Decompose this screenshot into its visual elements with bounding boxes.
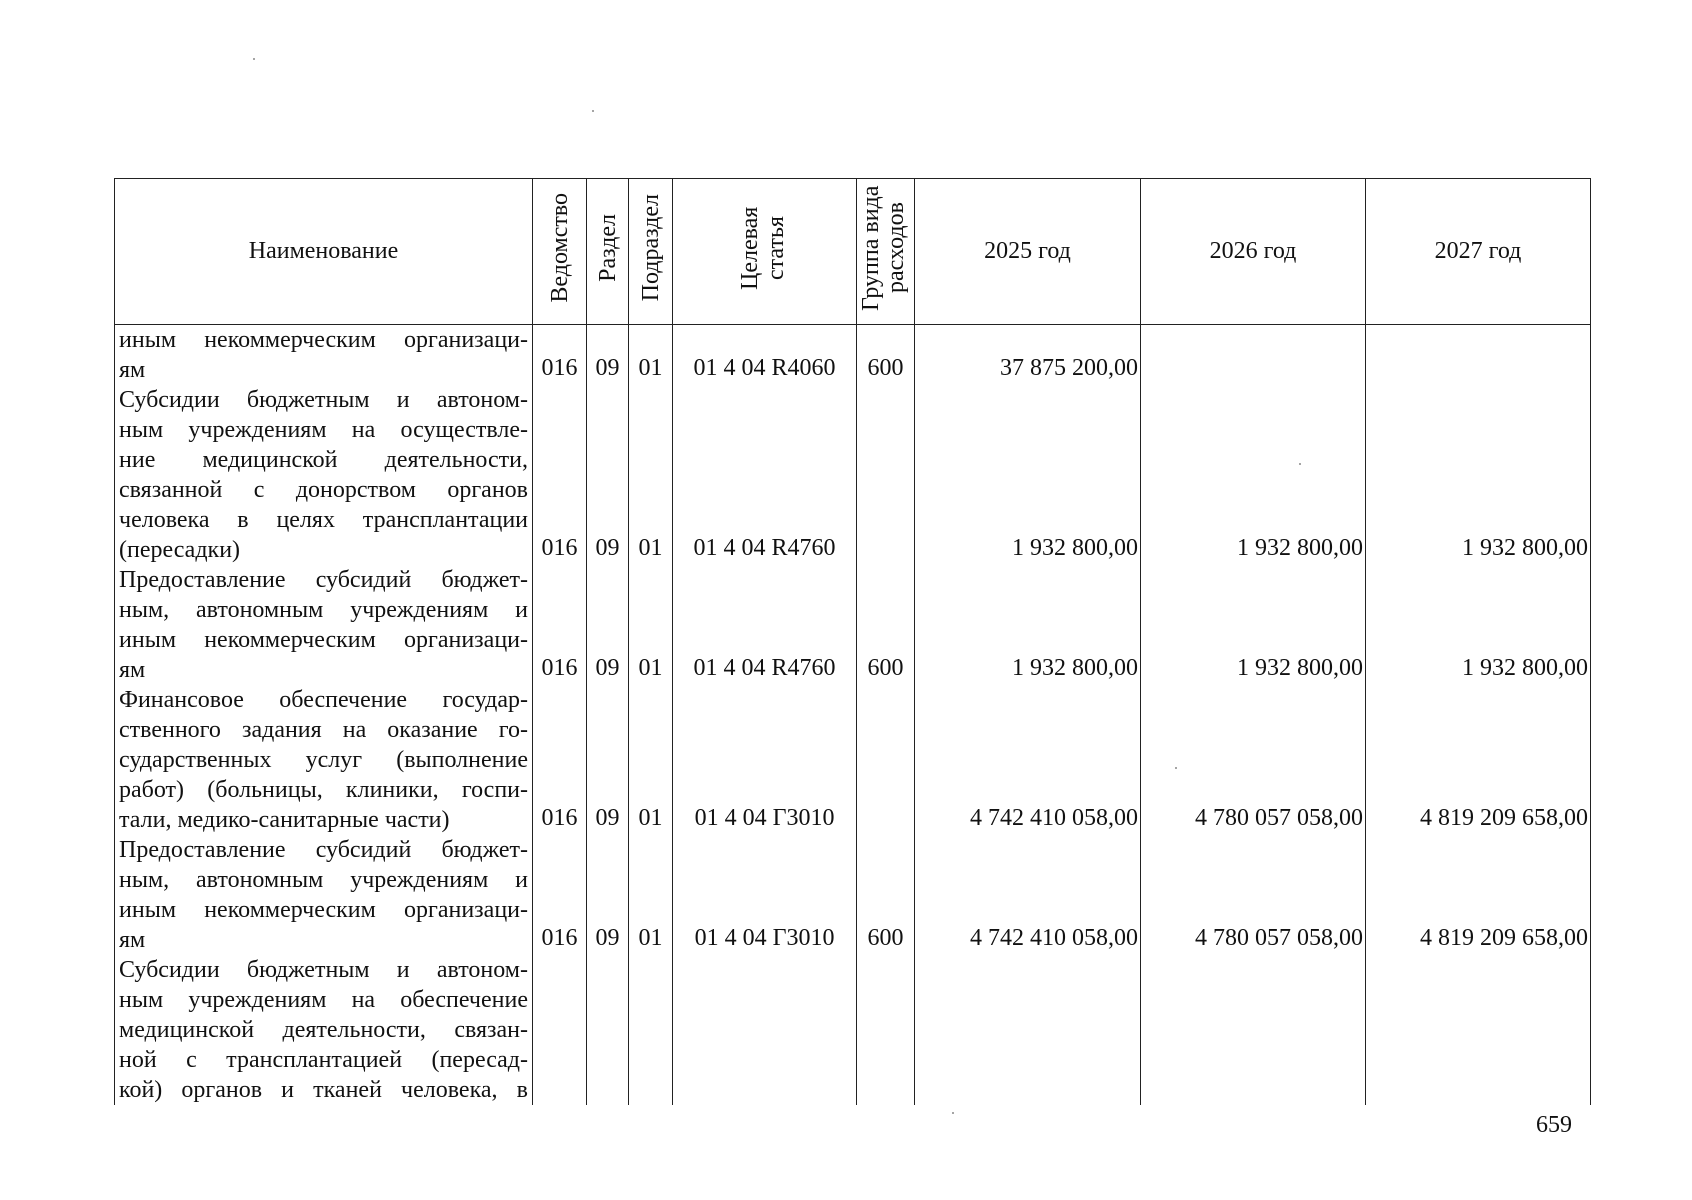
name-line: тали, медико-санитарные части) [119, 807, 450, 833]
name-line: (пересадки) [119, 537, 241, 563]
cell-year-2025: 4 742 410 058,00 [915, 835, 1141, 955]
cell-year-2027: 1 932 800,00 [1366, 565, 1591, 685]
header-row [115, 179, 1591, 325]
name-line: ным, автономным учреждениям и [119, 597, 528, 623]
name-line: ным учреждениям на осуществле- [119, 417, 528, 443]
cell-department: 016 [533, 325, 587, 386]
cell-name [115, 385, 533, 565]
table-body [115, 325, 1591, 1106]
cell-subsection: 01 [629, 685, 673, 835]
cell-subsection [629, 955, 673, 1105]
name-line: Субсидии бюджетным и автоном- [119, 957, 528, 983]
header-year-2025: 2025 год [915, 179, 1141, 325]
name-line: ным учреждениям на обеспечение [119, 987, 528, 1013]
header-department [533, 179, 587, 325]
header-department-label: Ведомство [546, 193, 573, 303]
name-line: иным некоммерческим организаци- [119, 327, 528, 353]
cell-name [115, 685, 533, 835]
name-line: ям [119, 927, 146, 953]
cell-year-2026: 1 932 800,00 [1141, 385, 1366, 565]
cell-year-2027: 4 819 209 658,00 [1366, 685, 1591, 835]
cell-target-article: 01 4 04 R4060 [673, 325, 857, 386]
name-line: Субсидии бюджетным и автоном- [119, 387, 528, 413]
cell-section: 09 [587, 565, 629, 685]
cell-department: 016 [533, 685, 587, 835]
cell-year-2027: 4 819 209 658,00 [1366, 835, 1591, 955]
cell-expense-group [857, 385, 915, 565]
cell-subsection: 01 [629, 835, 673, 955]
name-line: ной с трансплантацией (пересад- [119, 1047, 528, 1073]
table-row [115, 835, 1591, 955]
cell-year-2027: 1 932 800,00 [1366, 385, 1591, 565]
budget-table [114, 178, 1591, 1105]
header-target-article [673, 179, 857, 325]
cell-year-2025: 1 932 800,00 [915, 385, 1141, 565]
cell-section: 09 [587, 685, 629, 835]
table-row [115, 385, 1591, 565]
table-row [115, 955, 1591, 1105]
name-line: Предоставление субсидий бюджет- [119, 837, 528, 863]
cell-target-article [673, 955, 857, 1105]
name-line: человека в целях трансплантации [119, 507, 528, 533]
header-name: Наименование [115, 179, 533, 325]
page-number: 659 [1536, 1112, 1572, 1138]
scan-speck [1299, 463, 1301, 465]
cell-target-article: 01 4 04 R4760 [673, 565, 857, 685]
cell-year-2026 [1141, 325, 1366, 386]
budget-table-container [114, 178, 1590, 1110]
name-line: связанной с донорством органов [119, 477, 528, 503]
header-section [587, 179, 629, 325]
name-line: иным некоммерческим организаци- [119, 627, 528, 653]
cell-year-2025: 37 875 200,00 [915, 325, 1141, 386]
cell-year-2027 [1366, 325, 1591, 386]
header-expense-group [857, 179, 915, 325]
header-section-label: Раздел [594, 214, 621, 282]
cell-name [115, 835, 533, 955]
name-line: ние медицинской деятельности, [119, 447, 528, 473]
scan-speck [952, 1112, 954, 1114]
name-line: ям [119, 357, 146, 383]
table-row [115, 685, 1591, 835]
cell-expense-group: 600 [857, 565, 915, 685]
cell-year-2026 [1141, 955, 1366, 1105]
name-line: кой) органов и тканей человека, в [119, 1077, 528, 1103]
cell-year-2025: 4 742 410 058,00 [915, 685, 1141, 835]
header-subsection [629, 179, 673, 325]
cell-department [533, 955, 587, 1105]
name-line: Предоставление субсидий бюджет- [119, 567, 528, 593]
scan-speck [592, 110, 594, 112]
cell-name [115, 565, 533, 685]
cell-subsection: 01 [629, 385, 673, 565]
cell-year-2026: 4 780 057 058,00 [1141, 685, 1366, 835]
cell-target-article: 01 4 04 R4760 [673, 385, 857, 565]
cell-year-2026: 4 780 057 058,00 [1141, 835, 1366, 955]
cell-subsection: 01 [629, 325, 673, 386]
cell-year-2025: 1 932 800,00 [915, 565, 1141, 685]
name-line: ственного задания на оказание го- [119, 717, 528, 743]
cell-department: 016 [533, 385, 587, 565]
cell-expense-group: 600 [857, 325, 915, 386]
cell-year-2026: 1 932 800,00 [1141, 565, 1366, 685]
cell-name [115, 325, 533, 386]
scan-speck [1175, 767, 1177, 769]
cell-subsection: 01 [629, 565, 673, 685]
table-header [115, 179, 1591, 325]
cell-expense-group: 600 [857, 835, 915, 955]
cell-expense-group [857, 955, 915, 1105]
name-line: медицинской деятельности, связан- [119, 1017, 528, 1043]
table-row [115, 565, 1591, 685]
name-line: ям [119, 657, 146, 683]
header-year-2027: 2027 год [1366, 179, 1591, 325]
header-subsection-label: Подраздел [637, 194, 664, 302]
name-line: сударственных услуг (выполнение [119, 747, 528, 773]
cell-name [115, 955, 533, 1105]
table-row [115, 325, 1591, 386]
cell-department: 016 [533, 565, 587, 685]
scan-speck [253, 58, 255, 60]
cell-department: 016 [533, 835, 587, 955]
name-line: иным некоммерческим организаци- [119, 897, 528, 923]
cell-section: 09 [587, 385, 629, 565]
name-line: работ) (больницы, клиники, госпи- [119, 777, 528, 803]
cell-year-2025 [915, 955, 1141, 1105]
header-expense-group-label: Группа вида расходов [857, 185, 909, 311]
cell-expense-group [857, 685, 915, 835]
cell-year-2027 [1366, 955, 1591, 1105]
name-line: Финансовое обеспечение государ- [119, 687, 528, 713]
cell-target-article: 01 4 04 Г3010 [673, 835, 857, 955]
cell-section [587, 955, 629, 1105]
header-year-2026: 2026 год [1141, 179, 1366, 325]
cell-target-article: 01 4 04 Г3010 [673, 685, 857, 835]
name-line: ным, автономным учреждениям и [119, 867, 528, 893]
header-target-article-label: Целевая статья [736, 206, 789, 290]
cell-section: 09 [587, 325, 629, 386]
cell-section: 09 [587, 835, 629, 955]
